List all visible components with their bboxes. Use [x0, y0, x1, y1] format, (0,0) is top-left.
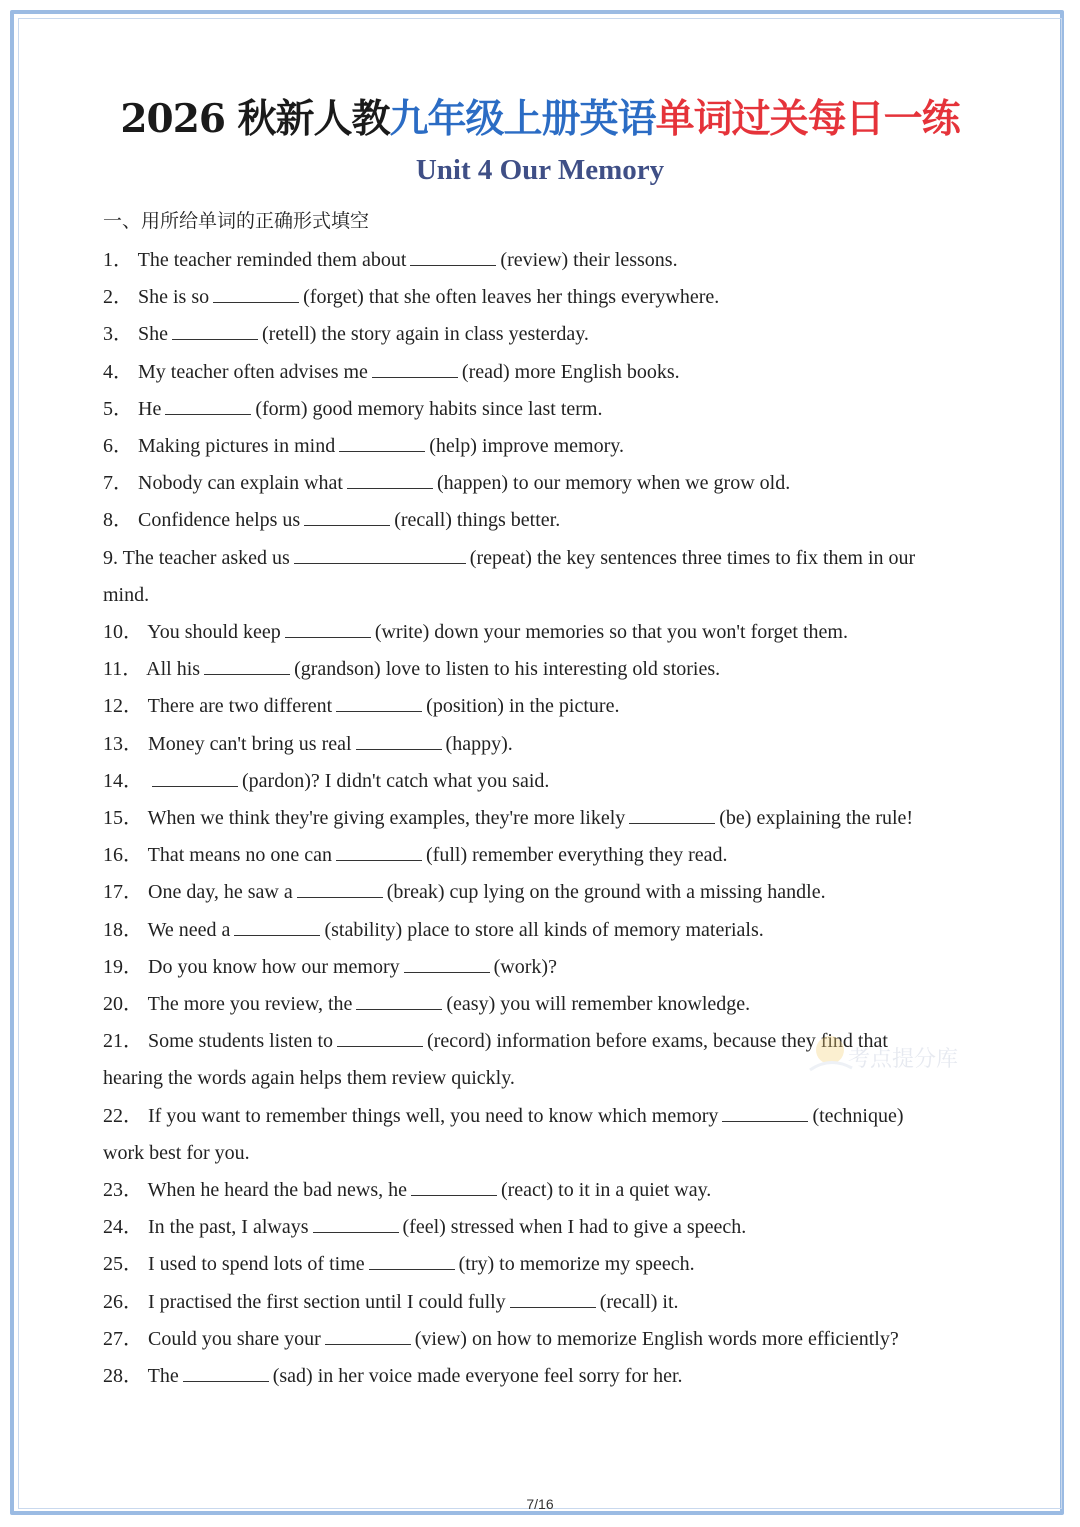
question-hint: (break) cup lying on the ground with a missing handle. — [386, 881, 826, 904]
question-number: 16． — [103, 844, 143, 867]
question-text: Money can't bring us real — [148, 732, 352, 755]
question-hint: (pardon)? I didn't catch what you said. — [242, 769, 550, 792]
question-hint: (be) explaining the rule! — [719, 807, 914, 829]
question-number: 26． — [103, 1290, 143, 1313]
question-item — [103, 322, 983, 346]
question-text: The teacher asked us — [122, 546, 290, 569]
answer-blank[interactable] — [152, 769, 238, 787]
question-item — [103, 806, 983, 830]
question-item — [103, 1290, 983, 1314]
question-text: Do you know how our memory — [148, 955, 400, 978]
answer-blank[interactable] — [369, 1252, 455, 1270]
answer-blank[interactable] — [372, 360, 458, 378]
question-hint: (write) down your memories so that you won't forget them. — [374, 621, 848, 643]
question-hint: (happen) to our memory when we grow old. — [436, 472, 791, 495]
question-text: I used to spend lots of time — [148, 1253, 365, 1276]
question-text: The — [147, 1365, 179, 1387]
answer-blank[interactable] — [297, 880, 383, 898]
question-text: My teacher often advises me — [138, 360, 368, 383]
question-hint: (recall) things better. — [394, 509, 561, 532]
question-item — [103, 1215, 983, 1239]
question-text: He — [138, 397, 162, 420]
question-number: 18． — [103, 918, 143, 941]
question-number: 2． — [103, 286, 133, 309]
question-item — [103, 694, 983, 718]
question-item — [103, 1364, 983, 1388]
question-hint: (try) to memorize my speech. — [458, 1253, 695, 1276]
answer-blank[interactable] — [629, 806, 715, 824]
question-hint: (sad) in her voice made everyone feel sorry for her. — [272, 1365, 683, 1387]
question-number: 10． — [103, 621, 143, 643]
question-number: 15． — [103, 807, 143, 829]
question-number: 20． — [103, 993, 143, 1015]
question-text: When we think they're giving examples, they're more likely — [147, 807, 626, 829]
question-text: There are two different — [147, 695, 333, 718]
question-text: Nobody can explain what — [138, 472, 343, 495]
answer-blank[interactable] — [347, 471, 433, 489]
answer-blank[interactable] — [294, 546, 466, 564]
question-hint: (happy). — [445, 732, 513, 755]
question-number: 4． — [103, 360, 133, 383]
answer-blank[interactable] — [213, 285, 299, 303]
watermark-text: 考点提分库 — [848, 1047, 959, 1072]
answer-blank[interactable] — [356, 992, 442, 1010]
question-continuation: hearing the words again helps them review quickly. — [103, 1067, 515, 1090]
question-item — [103, 880, 983, 904]
answer-blank[interactable] — [336, 843, 422, 861]
question-number: 22． — [103, 1104, 143, 1127]
question-number: 3． — [103, 323, 133, 346]
title-part-3: 单词过关每日一练 — [655, 96, 960, 142]
question-item — [103, 248, 983, 272]
answer-blank[interactable] — [410, 248, 496, 266]
answer-blank[interactable] — [336, 694, 422, 712]
question-hint: (review) their lessons. — [500, 249, 678, 271]
answer-blank[interactable] — [234, 918, 320, 936]
question-number: 14． — [103, 769, 143, 792]
question-number: 24． — [103, 1216, 143, 1239]
question-item — [103, 360, 983, 384]
question-hint: (read) more English books. — [461, 360, 680, 383]
answer-blank[interactable] — [722, 1104, 808, 1122]
question-hint: (form) good memory habits since last term. — [255, 397, 603, 420]
question-item — [103, 471, 983, 495]
question-item — [103, 397, 983, 421]
question-number: 19． — [103, 955, 143, 978]
unit-subtitle: Unit 4 Our Memory — [415, 154, 665, 186]
question-text: You should keep — [147, 621, 281, 643]
question-hint: (full) remember everything they read. — [426, 844, 728, 867]
question-continuation: work best for you. — [103, 1141, 250, 1164]
question-text: All his — [146, 658, 201, 681]
question-text: Making pictures in mind — [138, 435, 336, 457]
question-text: I practised the first section until I could fully — [148, 1290, 506, 1313]
answer-blank[interactable] — [411, 1178, 497, 1196]
question-hint: (work)? — [493, 955, 557, 978]
question-number: 27． — [103, 1327, 143, 1350]
question-number: 17． — [103, 881, 143, 904]
question-item — [103, 508, 983, 532]
question-text: In the past, I always — [148, 1216, 309, 1239]
question-text: That means no one can — [147, 844, 333, 867]
question-item — [103, 732, 983, 756]
answer-blank[interactable] — [304, 508, 390, 526]
question-number: 12． — [103, 695, 143, 718]
question-text: She is so — [138, 286, 210, 309]
question-number: 23． — [103, 1179, 143, 1201]
question-item — [103, 546, 983, 570]
question-item — [103, 1104, 983, 1128]
question-number: 1． — [103, 249, 133, 271]
question-number: 6． — [103, 435, 133, 457]
answer-blank[interactable] — [204, 657, 290, 675]
question-number: 5． — [103, 397, 133, 420]
question-item — [103, 918, 983, 942]
question-hint: (recall) it. — [599, 1290, 679, 1313]
answer-blank[interactable] — [165, 397, 251, 415]
question-number: 25． — [103, 1253, 143, 1276]
question-text: The more you review, the — [147, 993, 353, 1015]
question-item — [103, 285, 983, 309]
question-hint: (grandson) love to listen to his interesting old stories. — [294, 658, 721, 681]
question-item — [103, 1178, 983, 1202]
question-item — [103, 620, 983, 644]
question-item — [103, 1327, 983, 1351]
answer-blank[interactable] — [337, 1029, 423, 1047]
question-item — [103, 992, 983, 1016]
question-hint: (help) improve memory. — [429, 435, 624, 457]
question-text: The teacher reminded them about — [137, 249, 407, 271]
question-hint: (feel) stressed when I had to give a speech. — [402, 1216, 747, 1239]
question-text: Some students listen to — [148, 1030, 333, 1053]
question-text: One day, he saw a — [148, 881, 293, 904]
answer-blank[interactable] — [325, 1327, 411, 1345]
question-item — [103, 955, 983, 979]
answer-blank[interactable] — [339, 434, 425, 452]
answer-blank[interactable] — [172, 322, 258, 340]
question-item — [103, 1252, 983, 1276]
question-text: She — [138, 323, 168, 346]
section-heading: 一、用所给单词的正确形式填空 — [103, 210, 370, 232]
question-hint: (record) information before exams, because they find that — [427, 1030, 888, 1053]
page-number: 7/16 — [526, 1496, 554, 1512]
question-hint: (stability) place to store all kinds of memory materials. — [324, 918, 764, 941]
question-number: 28． — [103, 1365, 143, 1387]
question-hint: (retell) the story again in class yesterday. — [262, 323, 589, 346]
question-number: 9. — [103, 546, 118, 569]
question-number: 21． — [103, 1030, 143, 1053]
question-text: If you want to remember things well, you need to know which memory — [148, 1104, 719, 1127]
question-text: We need a — [147, 918, 231, 941]
question-text: Could you share your — [148, 1327, 321, 1350]
title-part-1: 2026 秋新人教 — [120, 96, 390, 142]
question-item — [103, 843, 983, 867]
question-hint: (position) in the picture. — [426, 695, 620, 718]
question-number: 7． — [103, 472, 133, 495]
question-item — [103, 434, 983, 458]
answer-blank[interactable] — [285, 620, 371, 638]
question-hint: (repeat) the key sentences three times to fix them in our — [469, 546, 916, 569]
question-item — [103, 769, 983, 793]
question-text: Confidence helps us — [138, 509, 301, 532]
question-hint: (view) on how to memorize English words more efficiently? — [414, 1327, 899, 1350]
answer-blank[interactable] — [404, 955, 490, 973]
question-number: 13． — [103, 732, 143, 755]
question-item — [103, 657, 983, 681]
question-number: 8． — [103, 509, 133, 532]
question-continuation: mind. — [103, 583, 150, 606]
answer-blank[interactable] — [510, 1290, 596, 1308]
title-part-2: 九年级上册英语 — [389, 96, 656, 142]
watermark-logo — [800, 1026, 990, 1086]
answer-blank[interactable] — [313, 1215, 399, 1233]
question-number: 11． — [103, 658, 143, 681]
page-title — [0, 88, 1080, 144]
question-hint: (react) to it in a quiet way. — [500, 1179, 712, 1201]
answer-blank[interactable] — [183, 1364, 269, 1382]
question-hint: (forget) that she often leaves her things everywhere. — [303, 286, 720, 309]
question-hint: (easy) you will remember knowledge. — [446, 993, 751, 1015]
question-hint: (technique) — [812, 1104, 904, 1127]
answer-blank[interactable] — [356, 732, 442, 750]
question-text: When he heard the bad news, he — [147, 1179, 407, 1201]
